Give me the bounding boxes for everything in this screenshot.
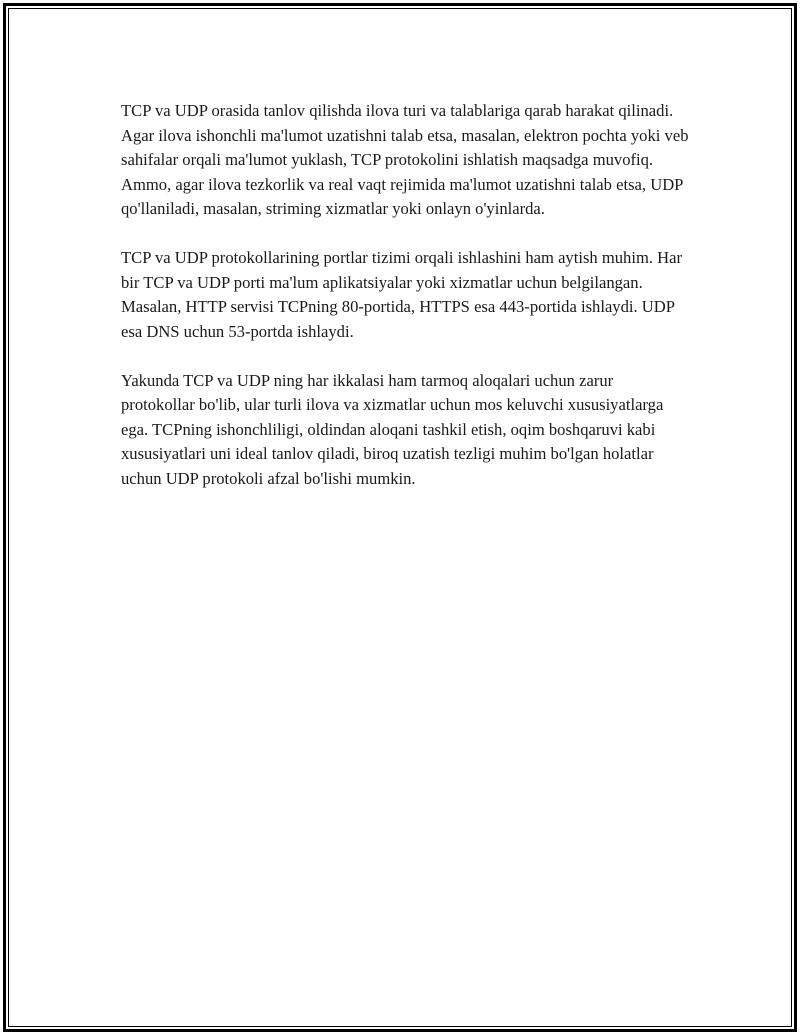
paragraph-ports: TCP va UDP protokollarining portlar tizimi orqali ishlashini ham aytish muhim. Har bir TCP va UDP porti ma'lum aplikatsiyalar yoki xizmatlar uchun belgilangan. Masalan, HTTP servisi TCPning 80-portida, HTTPS esa 443-portida ishlaydi. UDP esa DNS uchun 53-portda ishlaydi.: [121, 248, 683, 341]
document-body: [121, 99, 691, 516]
page-border: [3, 3, 797, 1032]
paragraph-tcp-udp-choice: TCP va UDP orasida tanlov qilishda ilova turi va talablariga qarab harakat qilinadi. Agar ilova ishonchli ma'lumot uzatishni talab etsa, masalan, elektron pochta yoki veb sahifalar orqali ma'lumot yuklash, TCP protokolini ishlatish maqsadga muvofiq. Ammo, agar ilova tezkorlik va real vaqt rejimida ma'lumot uzatishni talab etsa, UDP qo'llaniladi, masalan, striming xizmatlar yoki onlayn o'yinlarda.: [121, 101, 689, 218]
paragraph-conclusion: Yakunda TCP va UDP ning har ikkalasi ham tarmoq aloqalari uchun zarur protokollar bo'lib, ular turli ilova va xizmatlar uchun mos keluvchi xususiyatlarga ega. TCPning ishonchliligi, oldindan aloqani tashkil etish, oqim boshqaruvi kabi xususiyatlari uni ideal tanlov qiladi, biroq uzatish tezligi muhim bo'lgan holatlar uchun UDP protokoli afzal bo'lishi mumkin.: [121, 370, 664, 488]
